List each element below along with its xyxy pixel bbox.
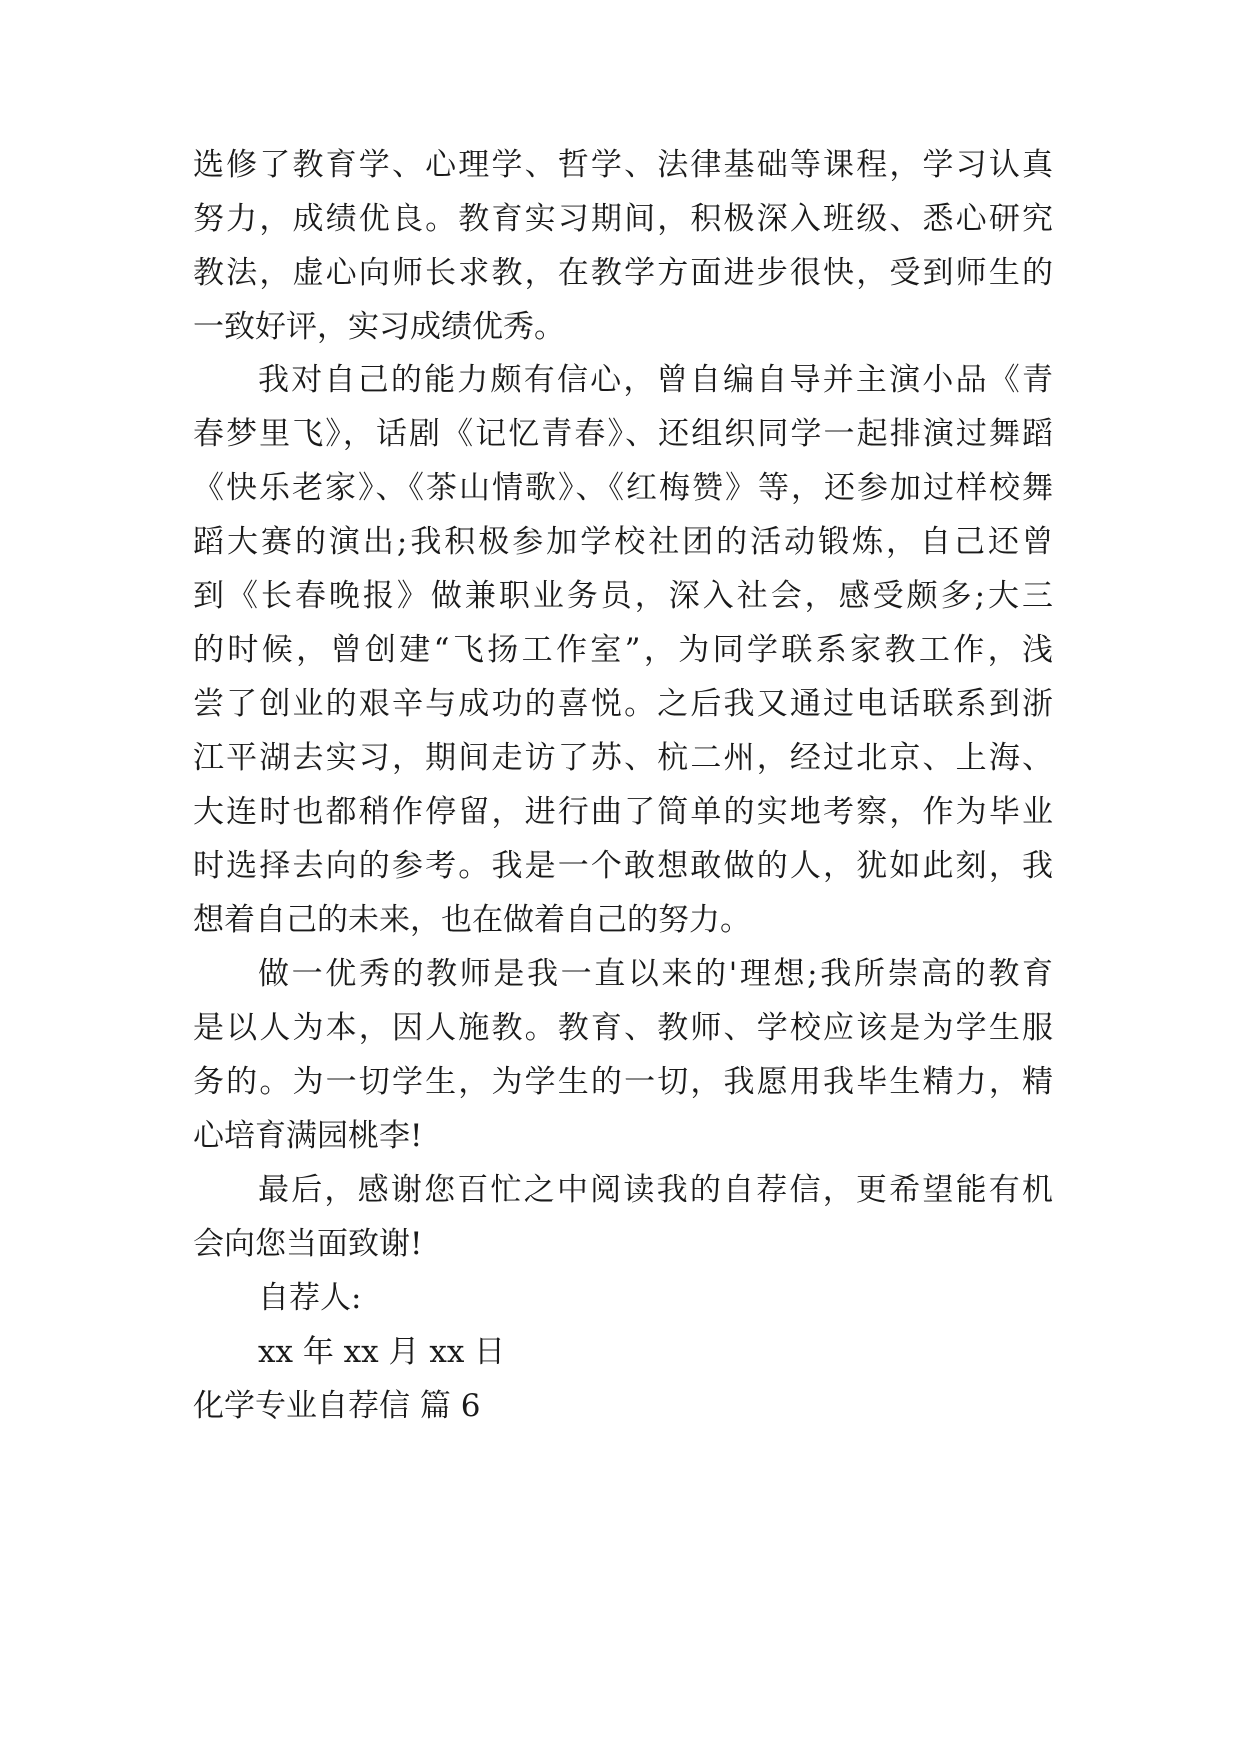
paragraph-1-line-2: 努力，成绩优良。教育实习期间，积极深入班级、悉心研究: [193, 201, 1053, 237]
paragraph-3-line-3: 务的。为一切学生，为学生的一切，我愿用我毕生精力，精: [193, 1064, 1053, 1100]
paragraph-2-line-3: 《快乐老家》、《茶山情歌》、《红梅赞》等，还参加过样校舞: [193, 470, 1053, 506]
paragraph-3-line-1: 做一优秀的教师是我一直以来的'理想;我所崇高的教育: [258, 956, 1053, 992]
paragraph-2-line-7: 尝了创业的艰辛与成功的喜悦。之后我又通过电话联系到浙: [193, 686, 1053, 722]
paragraph-2-line-8: 江平湖去实习，期间走访了苏、杭二州，经过北京、上海、: [193, 740, 1053, 776]
paragraph-2-line-2: 春梦里飞》，话剧《记忆青春》、还组织同学一起排演过舞蹈: [193, 416, 1053, 452]
paragraph-3-line-4: 心培育满园桃李!: [193, 1118, 423, 1154]
next-section-title: 化学专业自荐信 篇 6: [193, 1388, 481, 1424]
paragraph-1-line-4: 一致好评，实习成绩优秀。: [193, 309, 565, 345]
paragraph-2-line-11: 想着自己的未来，也在做着自己的努力。: [193, 902, 751, 938]
paragraph-2-line-9: 大连时也都稍作停留，进行曲了简单的实地考察，作为毕业: [193, 794, 1053, 830]
paragraph-2-line-4: 蹈大赛的演出;我积极参加学校社团的活动锻炼，自己还曾: [193, 524, 1053, 560]
paragraph-4-line-2: 会向您当面致谢!: [193, 1226, 423, 1262]
paragraph-4-line-1: 最后，感谢您百忙之中阅读我的自荐信，更希望能有机: [258, 1172, 1053, 1208]
paragraph-3-line-2: 是以人为本，因人施教。教育、教师、学校应该是为学生服: [193, 1010, 1053, 1046]
paragraph-2-line-6: 的时候，曾创建“飞扬工作室”，为同学联系家教工作，浅: [193, 632, 1053, 668]
paragraph-2-line-1: 我对自己的能力颇有信心，曾自编自导并主演小品《青: [258, 362, 1053, 398]
date-line: xx 年 xx 月 xx 日: [258, 1334, 506, 1370]
paragraph-1-line-1: 选修了教育学、心理学、哲学、法律基础等课程，学习认真: [193, 147, 1053, 183]
paragraph-2-line-10: 时选择去向的参考。我是一个敢想敢做的人，犹如此刻，我: [193, 848, 1053, 884]
paragraph-1-line-3: 教法，虚心向师长求教，在教学方面进步很快，受到师生的: [193, 255, 1053, 291]
signature-label: 自荐人:: [258, 1280, 362, 1316]
paragraph-2-line-5: 到《长春晚报》做兼职业务员，深入社会，感受颇多;大三: [193, 578, 1053, 614]
